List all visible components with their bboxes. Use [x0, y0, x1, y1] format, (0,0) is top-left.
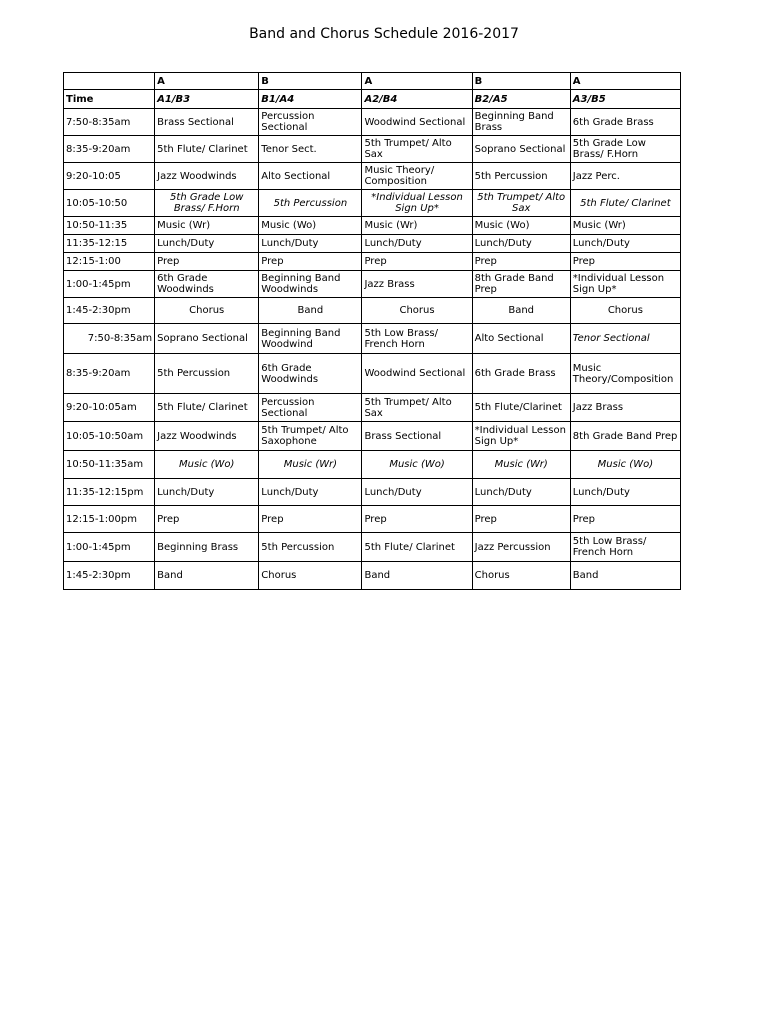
table-row	[64, 354, 681, 394]
day-column-header: B1/A4	[259, 90, 362, 109]
table-row	[64, 163, 681, 190]
header-row	[64, 73, 681, 90]
schedule-cell: 6th Grade Brass	[472, 354, 570, 394]
schedule-cell: Music (Wr)	[570, 217, 680, 235]
schedule-cell: Chorus	[259, 562, 362, 590]
schedule-cell: Prep	[472, 253, 570, 271]
schedule-cell: Lunch/Duty	[259, 479, 362, 506]
time-cell: 1:45-2:30pm	[64, 298, 155, 324]
schedule-cell: 6th Grade Woodwinds	[259, 354, 362, 394]
day-letter-header: A	[362, 73, 472, 90]
schedule-cell: Prep	[362, 253, 472, 271]
schedule-cell: Music (Wr)	[259, 451, 362, 479]
schedule-cell: 5th Low Brass/ French Horn	[570, 533, 680, 562]
schedule-cell: 5th Flute/ Clarinet	[570, 190, 680, 217]
schedule-cell: Music (Wr)	[472, 451, 570, 479]
day-letter-header: A	[155, 73, 259, 90]
header-row	[64, 90, 681, 109]
schedule-cell: Alto Sectional	[259, 163, 362, 190]
time-cell: 12:15-1:00	[64, 253, 155, 271]
table-row	[64, 422, 681, 451]
time-cell: 9:20-10:05am	[64, 394, 155, 422]
schedule-cell: Music (Wr)	[155, 217, 259, 235]
schedule-cell: Prep	[259, 506, 362, 533]
schedule-cell: Prep	[155, 253, 259, 271]
table-row	[64, 451, 681, 479]
table-row	[64, 271, 681, 298]
schedule-cell: Woodwind Sectional	[362, 354, 472, 394]
table-row	[64, 506, 681, 533]
time-cell: 9:20-10:05	[64, 163, 155, 190]
time-cell: 10:50-11:35am	[64, 451, 155, 479]
time-cell: 11:35-12:15	[64, 235, 155, 253]
time-cell: 1:00-1:45pm	[64, 271, 155, 298]
table-row	[64, 298, 681, 324]
schedule-cell: 5th Flute/ Clarinet	[155, 394, 259, 422]
schedule-cell: Music Theory/ Composition	[362, 163, 472, 190]
schedule-cell: Prep	[155, 506, 259, 533]
schedule-cell: Music (Wo)	[259, 217, 362, 235]
time-cell: 12:15-1:00pm	[64, 506, 155, 533]
time-cell: 7:50-8:35am	[64, 109, 155, 136]
day-letter-header: B	[259, 73, 362, 90]
day-column-header: A1/B3	[155, 90, 259, 109]
schedule-cell: Beginning Brass	[155, 533, 259, 562]
day-letter-header: A	[570, 73, 680, 90]
schedule-cell: Lunch/Duty	[362, 235, 472, 253]
schedule-cell: Lunch/Duty	[155, 235, 259, 253]
schedule-cell: 5th Trumpet/ Alto Sax	[362, 394, 472, 422]
schedule-cell: Percussion Sectional	[259, 109, 362, 136]
table-row	[64, 190, 681, 217]
schedule-cell: Lunch/Duty	[259, 235, 362, 253]
table-row	[64, 479, 681, 506]
schedule-cell: Music (Wr)	[362, 217, 472, 235]
time-cell: 8:35-9:20am	[64, 354, 155, 394]
schedule-cell: *Individual Lesson Sign Up*	[362, 190, 472, 217]
schedule-cell: Music (Wo)	[472, 217, 570, 235]
schedule-cell: 5th Percussion	[259, 190, 362, 217]
schedule-cell: Beginning Band Woodwind	[259, 324, 362, 354]
schedule-cell: Band	[155, 562, 259, 590]
schedule-cell: *Individual Lesson Sign Up*	[472, 422, 570, 451]
day-column-header: A3/B5	[570, 90, 680, 109]
schedule-cell: 8th Grade Band Prep	[570, 422, 680, 451]
schedule-cell: Jazz Perc.	[570, 163, 680, 190]
schedule-cell: Jazz Percussion	[472, 533, 570, 562]
schedule-cell: Alto Sectional	[472, 324, 570, 354]
schedule-cell: Lunch/Duty	[155, 479, 259, 506]
schedule-cell: Jazz Woodwinds	[155, 422, 259, 451]
schedule-cell: Music Theory/Composition	[570, 354, 680, 394]
table-row	[64, 253, 681, 271]
schedule-cell: Tenor Sectional	[570, 324, 680, 354]
schedule-cell: Lunch/Duty	[570, 479, 680, 506]
time-cell: 10:50-11:35	[64, 217, 155, 235]
schedule-cell: Music (Wo)	[155, 451, 259, 479]
table-row	[64, 136, 681, 163]
schedule-cell: 5th Flute/ Clarinet	[362, 533, 472, 562]
schedule-cell: Jazz Brass	[362, 271, 472, 298]
schedule-cell: Tenor Sect.	[259, 136, 362, 163]
schedule-cell: 6th Grade Woodwinds	[155, 271, 259, 298]
table-row	[64, 109, 681, 136]
time-cell: 11:35-12:15pm	[64, 479, 155, 506]
schedule-cell: 5th Percussion	[155, 354, 259, 394]
schedule-cell: Beginning Band Brass	[472, 109, 570, 136]
schedule-cell: 5th Percussion	[259, 533, 362, 562]
schedule-cell: Jazz Woodwinds	[155, 163, 259, 190]
schedule-cell: 5th Percussion	[472, 163, 570, 190]
schedule-cell: Prep	[570, 506, 680, 533]
time-cell: 1:00-1:45pm	[64, 533, 155, 562]
schedule-cell: Chorus	[570, 298, 680, 324]
schedule-cell: 5th Trumpet/ Alto Sax	[362, 136, 472, 163]
schedule-cell: 5th Grade Low Brass/ F.Horn	[570, 136, 680, 163]
schedule-cell: 5th Grade Low Brass/ F.Horn	[155, 190, 259, 217]
schedule-cell: Woodwind Sectional	[362, 109, 472, 136]
schedule-cell: Lunch/Duty	[472, 479, 570, 506]
schedule-cell: Music (Wo)	[570, 451, 680, 479]
schedule-cell: Chorus	[472, 562, 570, 590]
schedule-cell: Beginning Band Woodwinds	[259, 271, 362, 298]
schedule-cell: 5th Flute/Clarinet	[472, 394, 570, 422]
day-column-header: B2/A5	[472, 90, 570, 109]
day-letter-header: B	[472, 73, 570, 90]
schedule-cell: Lunch/Duty	[570, 235, 680, 253]
schedule-cell: Chorus	[155, 298, 259, 324]
day-letter-header	[64, 73, 155, 90]
schedule-cell: 5th Trumpet/ Alto Saxophone	[259, 422, 362, 451]
time-cell: 7:50-8:35am	[64, 324, 155, 354]
schedule-cell: 8th Grade Band Prep	[472, 271, 570, 298]
schedule-cell: Percussion Sectional	[259, 394, 362, 422]
time-cell: 10:05-10:50am	[64, 422, 155, 451]
schedule-cell: Brass Sectional	[155, 109, 259, 136]
table-row	[64, 562, 681, 590]
schedule-cell: 5th Trumpet/ Alto Sax	[472, 190, 570, 217]
schedule-cell: Music (Wo)	[362, 451, 472, 479]
schedule-cell: Jazz Brass	[570, 394, 680, 422]
time-cell: 1:45-2:30pm	[64, 562, 155, 590]
table-row	[64, 324, 681, 354]
schedule-cell: Prep	[472, 506, 570, 533]
schedule-cell: 5th Flute/ Clarinet	[155, 136, 259, 163]
schedule-cell: Lunch/Duty	[472, 235, 570, 253]
schedule-cell: Brass Sectional	[362, 422, 472, 451]
schedule-cell: Band	[362, 562, 472, 590]
schedule-cell: Band	[472, 298, 570, 324]
schedule-cell: 5th Low Brass/ French Horn	[362, 324, 472, 354]
schedule-cell: Prep	[570, 253, 680, 271]
time-column-header: Time	[64, 90, 155, 109]
day-column-header: A2/B4	[362, 90, 472, 109]
schedule-cell: Band	[259, 298, 362, 324]
page-title: Band and Chorus Schedule 2016-2017	[249, 26, 519, 42]
table-row	[64, 235, 681, 253]
schedule-cell: Prep	[259, 253, 362, 271]
schedule-cell: Soprano Sectional	[472, 136, 570, 163]
schedule-cell: Prep	[362, 506, 472, 533]
schedule-cell: Chorus	[362, 298, 472, 324]
table-row	[64, 533, 681, 562]
schedule-cell: Lunch/Duty	[362, 479, 472, 506]
schedule-cell: 6th Grade Brass	[570, 109, 680, 136]
table-row	[64, 394, 681, 422]
schedule-cell: *Individual Lesson Sign Up*	[570, 271, 680, 298]
time-cell: 8:35-9:20am	[64, 136, 155, 163]
schedule-cell: Soprano Sectional	[155, 324, 259, 354]
table-row	[64, 217, 681, 235]
schedule-table	[63, 72, 681, 590]
schedule-cell: Band	[570, 562, 680, 590]
time-cell: 10:05-10:50	[64, 190, 155, 217]
